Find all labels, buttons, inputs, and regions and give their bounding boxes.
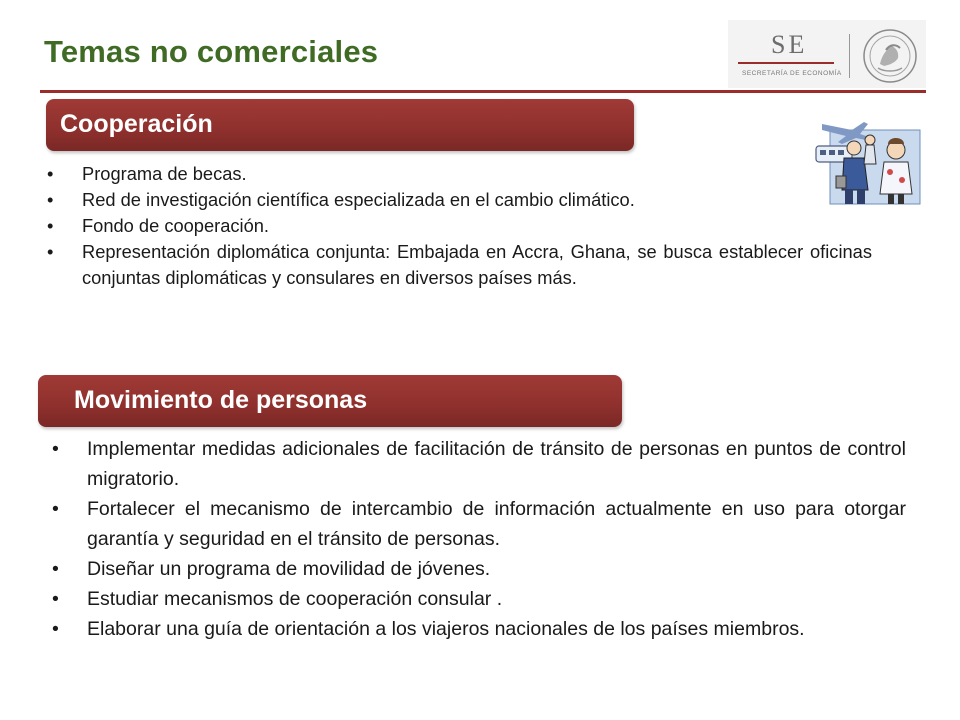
slide-title: Temas no comerciales	[44, 34, 379, 69]
list-item: • Implementar medidas adicionales de facilitación de tránsito de personas en puntos de control migratorio.	[48, 434, 906, 494]
list-item: • Programa de becas.	[44, 161, 872, 187]
list-item: • Fortalecer el mecanismo de intercambio de información actualmente en uso para otorgar garantía y seguridad en el tránsito de personas.	[48, 494, 906, 554]
section-heading-cooperacion: Cooperación	[46, 99, 634, 151]
travelers-airplane-train-icon	[812, 110, 924, 208]
se-logo-rule	[738, 62, 834, 64]
movimiento-list	[48, 434, 906, 644]
list-item: • Estudiar mecanismos de cooperación consular .	[48, 584, 906, 614]
cooperacion-list	[44, 161, 872, 291]
se-logo-subtitle: SECRETARÍA DE ECONOMÍA	[742, 70, 842, 77]
list-item: • Fondo de cooperación.	[44, 213, 872, 239]
title-underline	[40, 90, 926, 93]
mexican-coat-of-arms-icon	[862, 28, 918, 84]
list-item: • Representación diplomática conjunta: Embajada en Accra, Ghana, se busca establecer oficinas conjuntas diplomáticas y consulares en diversos países más.	[44, 239, 872, 291]
logo-divider	[849, 34, 850, 78]
section-heading-movimiento-de-personas: Movimiento de personas	[38, 375, 622, 427]
se-logo-abbr: SE	[771, 30, 808, 59]
list-item: • Red de investigación científica especializada en el cambio climático.	[44, 187, 872, 213]
list-item: • Elaborar una guía de orientación a los viajeros nacionales de los países miembros.	[48, 614, 906, 644]
list-item: • Diseñar un programa de movilidad de jóvenes.	[48, 554, 906, 584]
